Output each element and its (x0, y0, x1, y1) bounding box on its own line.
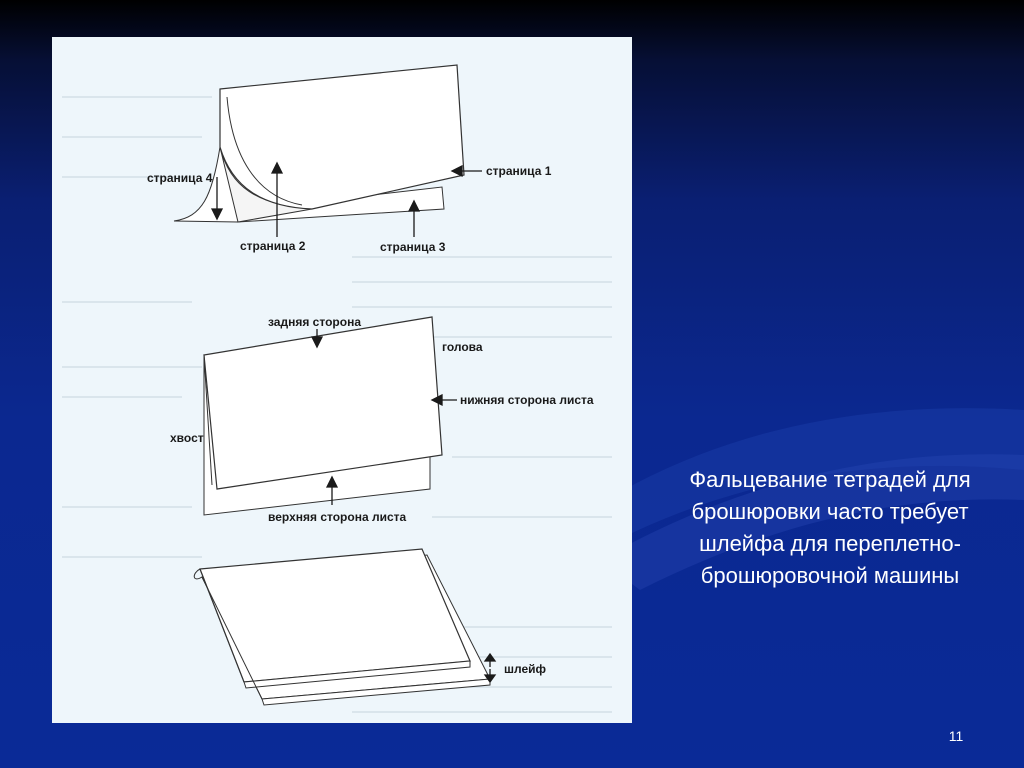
lip-arrows (485, 654, 495, 682)
slide-number: 11 (948, 728, 964, 744)
label-page3: страница 3 (380, 240, 446, 254)
label-lip: шлейф (504, 662, 547, 676)
figure-panel (52, 37, 632, 723)
label-underside: нижняя сторона листа (460, 393, 594, 407)
label-page1: страница 1 (486, 164, 552, 178)
label-head: голова (442, 340, 483, 354)
label-topside: верхняя сторона листа (268, 510, 407, 524)
label-back-side: задняя сторона (268, 315, 361, 329)
middle-folded-sheet (204, 317, 442, 515)
folding-diagram (52, 37, 632, 723)
label-page4: страница 4 (147, 171, 213, 185)
label-tail: хвост (170, 431, 204, 445)
label-page2: страница 2 (240, 239, 306, 253)
bottom-signature-with-lip (194, 549, 490, 705)
slide-caption: Фальцевание тетрадей для брошюровки часто требует шлейфа для переплетно-брошюровочной машины (689, 467, 971, 588)
